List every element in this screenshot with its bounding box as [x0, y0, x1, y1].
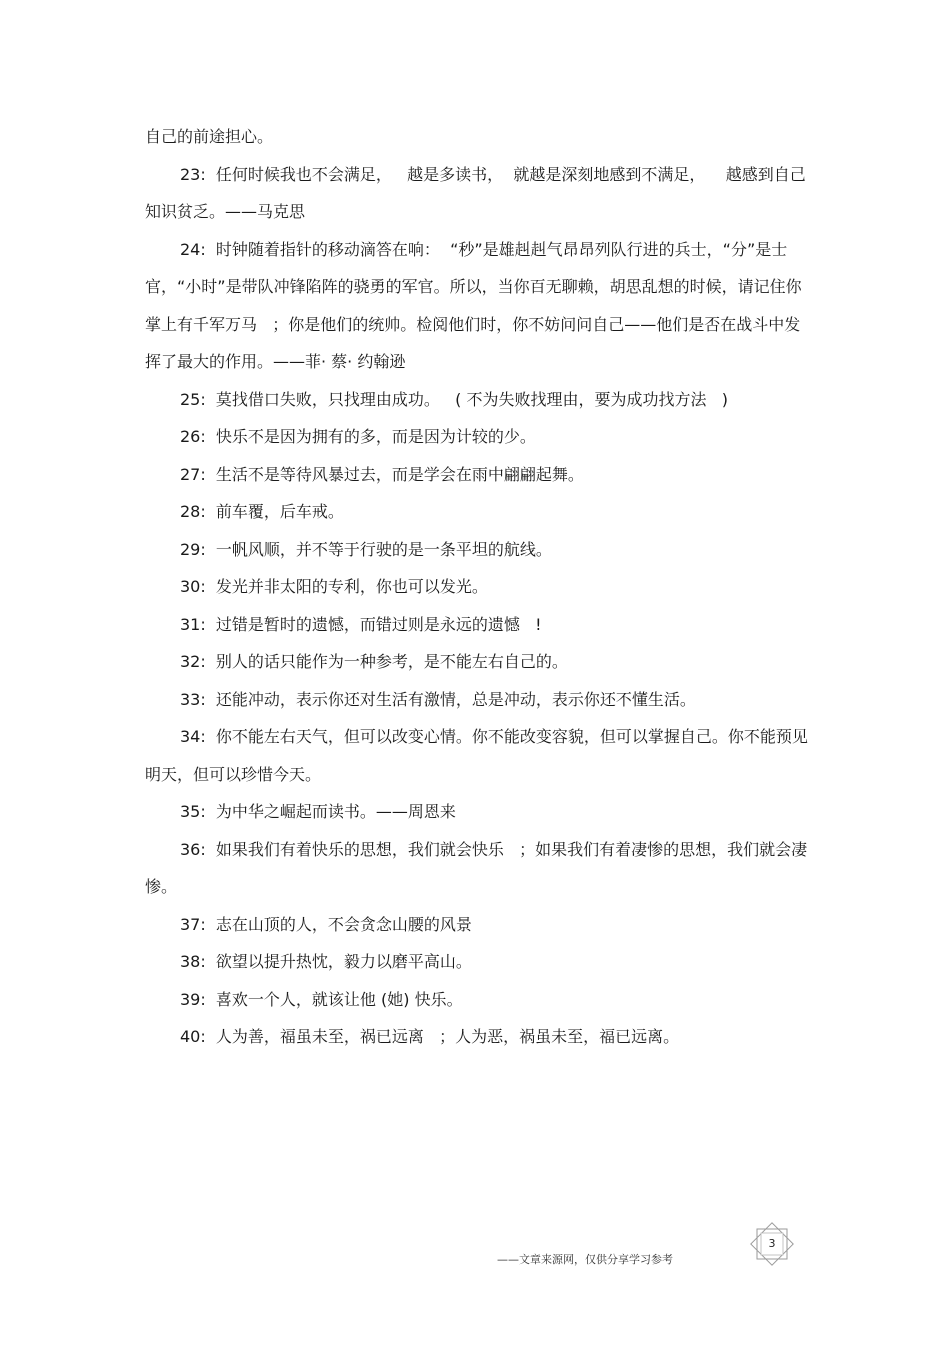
page-number: 3: [768, 1237, 776, 1250]
quote-37: 37: 志在山顶的人，不会贪念山腰的风景: [180, 914, 472, 934]
quote-26: 26: 快乐不是因为拥有的多，而是因为计较的少。: [180, 427, 536, 446]
quote-39: 39: 喜欢一个人，就该让他 (她) 快乐。: [180, 989, 463, 1009]
quote-23: 23: 任何时候我也不会满足， 越是多读书， 就越是深刻地感到不满足， 越感到自己知识贫乏。——马克思: [145, 164, 806, 221]
quote-28: 28: 前车覆，后车戒。: [180, 502, 344, 521]
paragraph-continuation: 自己的前途担心。: [145, 127, 274, 146]
quote-36: 36: 如果我们有着快乐的思想，我们就会快乐 ；如果我们有着凄惨的思想，我们就会凄惨。: [145, 839, 808, 896]
footer-source-note: ——文章来源网，仅供分享学习参考: [497, 1253, 673, 1266]
quote-32: 32: 别人的话只能作为一种参考，是不能左右自己的。: [180, 652, 568, 671]
quote-38: 38: 欲望以提升热忱，毅力以磨平高山。: [180, 952, 472, 971]
quote-25: 25: 莫找借口失败，只找理由成功。 ( 不为失败找理由，要为成功找方法 ): [180, 389, 729, 409]
quote-33: 33: 还能冲动，表示你还对生活有激情，总是冲动，表示你还不懂生活。: [180, 689, 696, 709]
quote-29: 29: 一帆风顺，并不等于行驶的是一条平坦的航线。: [180, 539, 552, 559]
quote-40: 40: 人为善，福虽未至，祸已远离 ；人为恶，祸虽未至，福已远离。: [180, 1027, 680, 1046]
document-body: [145, 118, 810, 1056]
quote-30: 30: 发光并非太阳的专利，你也可以发光。: [180, 577, 488, 596]
quote-34: 34: 你不能左右天气，但可以改变心情。你不能改变容貌，但可以掌握自己。你不能预见明天，但可以珍惜今天。: [145, 727, 808, 784]
quote-35: 35: 为中华之崛起而读书。——周恩来: [180, 802, 456, 821]
quote-24: 24: 时钟随着指针的移动滴答在响： “秒”是雄赳赳气昂昂列队行进的兵士，“分”是士官，“小时”是带队冲锋陷阵的骁勇的军官。所以，当你百无聊赖，胡思乱想的时候，请记住你掌上有千军万马 ；你是他们的统帅。检阅他们时，你不妨问问自己——他们是否在战斗中发挥了最大的作用。——菲· 蔡· 约翰逊: [145, 239, 802, 371]
page-number-badge: [748, 1220, 796, 1268]
quote-27: 27: 生活不是等待风暴过去，而是学会在雨中翩翩起舞。: [180, 464, 584, 484]
quote-31: 31: 过错是暂时的遗憾，而错过则是永远的遗憾 !: [180, 614, 542, 634]
